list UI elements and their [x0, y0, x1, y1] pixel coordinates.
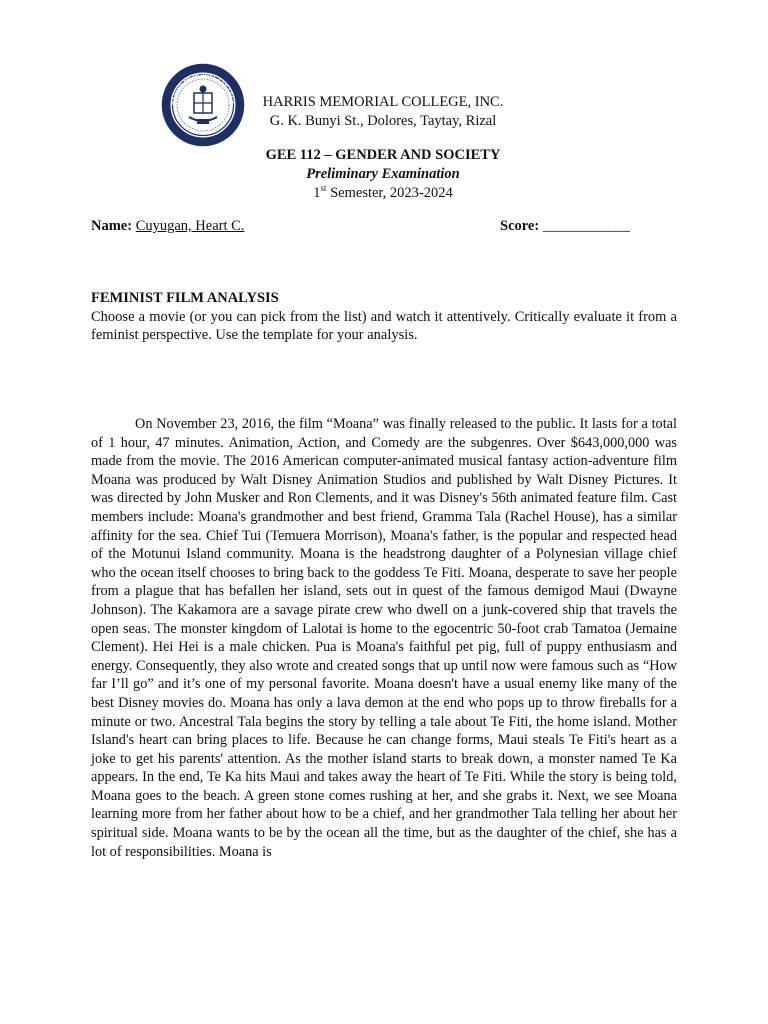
- semester-ordinal: 1: [313, 185, 321, 201]
- institution-address: G. K. Bunyi St., Dolores, Taytay, Rizal: [269, 113, 497, 129]
- institution-name: HARRIS MEMORIAL COLLEGE, INC.: [262, 94, 504, 110]
- student-info-row: [91, 218, 651, 235]
- exam-title: Preliminary Examination: [306, 166, 460, 182]
- svg-text:HARRIS MEMORIAL COLLEGE: HARRIS MEMORIAL COLLEGE: [170, 72, 236, 106]
- course-code: GEE 112 – GENDER AND SOCIETY: [265, 147, 501, 163]
- semester-line: [230, 184, 536, 203]
- semester-suffix: st: [320, 183, 327, 194]
- score-field: [500, 218, 630, 235]
- score-blank: ____________: [542, 218, 630, 234]
- course-header: [230, 146, 536, 203]
- name-label: Name:: [91, 218, 133, 234]
- score-label: Score:: [500, 218, 540, 234]
- semester-rest: Semester, 2023-2024: [326, 185, 453, 201]
- section-title: FEMINIST FILM ANALYSIS: [91, 290, 279, 306]
- student-name: Cuyugan, Heart C.: [135, 218, 245, 234]
- institution-header: [230, 93, 536, 131]
- assignment-instructions: Choose a movie (or you can pick from the list) and watch it attentively. Critically evaluate it from a feminist perspective. Use the template for your analysis.: [91, 309, 677, 343]
- essay-paragraph: On November 23, 2016, the film “Moana” was finally released to the public. It lasts for a total of 1 hour, 47 minutes. Animation, Action, and Comedy are the subgenres. Over $643,000,000 was made from the movie. The 2016 American computer-animated musical fantasy action-adventure film Moana was produced by Walt Disney Animation Studios and published by Walt Disney Pictures. It was directed by John Musker and Ron Clements, and it was Disney's 56th animated feature film. Cast members include: Moana's grandmother and best friend, Gramma Tala (Rachel House), has a similar affinity for the sea. Chief Tui (Temuera Morrison), Moana's father, is the popular and respected head of the Motunui Island community. Moana is the headstrong daughter of a Polynesian village chief who the ocean itself chooses to bring back to the goddess Te Fiti. Moana, desperate to save her people from a plague that has befallen her island, sets out in quest of the famous demigod Maui (Dwayne Johnson). The Kakamora are a savage pirate crew who dwell on a junk-covered ship that travels the open seas. The monster kingdom of Lalotai is home to the egocentric 50-foot crab Tamatoa (Jemaine Clement). Hei Hei is a male chicken. Pua is Moana's faithful pet pig, full of puppy enthusiasm and energy. Consequently, they also wrote and created songs that up until now were famous such as “How far I’ll go” and it’s one of my personal favorite. Moana doesn't have a usual enemy like many of the best Disney movies do. Moana has only a lava demon at the end who pops up to throw fireballs for a minute or two. Ancestral Tala begins the story by telling a tale about Te Fiti, the home island. Mother Island's heart can bring places to life. Because he can change forms, Maui steals Te Fiti's heart as a joke to get his parents' attention. As the mother island starts to break down, a monster named Te Ka appears. In the end, Te Ka hits Maui and takes away the heart of Te Fiti. While the story is being told, Moana goes to the beach. A green stone comes rushing at her, and she grabs it. Next, we see Moana learning more from her father about how to be a chief, and her grandmother Tala telling her about her spiritual side. Moana wants to be by the ocean all the time, but as the daughter of the chief, she has a lot of responsibilities. Moana is: [91, 416, 677, 860]
